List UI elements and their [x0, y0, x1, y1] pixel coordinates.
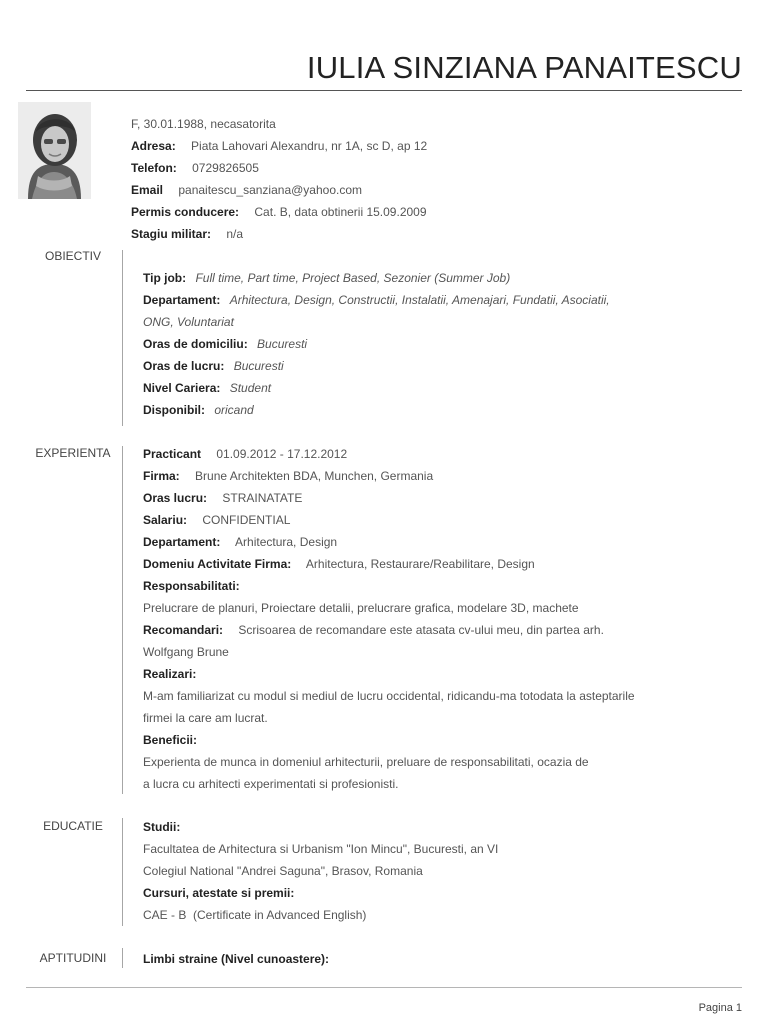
license-row [131, 204, 427, 220]
address-row [131, 138, 427, 154]
phone-value: 0729826505 [192, 161, 259, 175]
title-divider [26, 90, 742, 91]
email-row [131, 182, 362, 198]
available-row: Disponibil: oricand [143, 403, 254, 417]
section-label-educatie: EDUCATIE [43, 819, 103, 833]
recommendations-row: Recomandari: Scrisoarea de recomandare este atasata cv-ului meu, din partea arh. [143, 623, 604, 637]
personal-summary: F, 30.01.1988, necasatorita [131, 117, 276, 131]
section-label-objectiv: OBIECTIV [44, 249, 101, 263]
military-value: n/a [226, 227, 244, 241]
section-divider-educatie [122, 818, 123, 926]
recommendations-row-2: Wolfgang Brune [143, 645, 229, 659]
profile-photo [18, 102, 91, 199]
objective-department-row-2: ONG, Voluntariat [143, 315, 234, 329]
objective-department-row: Departament: Arhitectura, Design, Constructii, Instalatii, Amenajari, Fundatii, Asociatii, [143, 293, 610, 307]
section-label-aptitudini: APTITUDINI [39, 951, 107, 965]
languages-heading: Limbi straine (Nivel cunoastere): [143, 952, 330, 966]
footer-divider [26, 987, 742, 988]
position-row: Practicant 01.09.2012 - 17.12.2012 [143, 447, 348, 461]
address-label: Adresa: [131, 139, 176, 153]
course-item-1: CAE - B (Certificate in Advanced English) [143, 908, 367, 922]
phone-row [131, 160, 259, 176]
achievements-heading: Realizari: [143, 667, 197, 681]
study-item-1: Facultatea de Arhitectura si Urbanism "Ion Mincu", Bucuresti, an VI [143, 842, 499, 856]
studies-heading: Studii: [143, 820, 181, 834]
salary-row: Salariu: CONFIDENTIAL [143, 513, 291, 527]
courses-heading: Cursuri, atestate si premii: [143, 886, 295, 900]
job-type-row: Tip job: Full time, Part time, Project Based, Sezonier (Summer Job) [143, 271, 511, 285]
company-domain-row: Domeniu Activitate Firma: Arhitectura, Restaurare/Reabilitare, Design [143, 557, 535, 571]
page-title: IULIA SINZIANA PANAITESCU [306, 50, 742, 85]
benefits-text-2: a lucra cu arhitecti experimentati si profesionisti. [143, 777, 399, 791]
work-city-exp-row: Oras lucru: STRAINATATE [143, 491, 303, 505]
section-divider-aptitudini [122, 948, 123, 968]
benefits-text-1: Experienta de munca in domeniul arhitecturii, preluare de responsabilitati, ocazia de [143, 755, 589, 769]
experience-department-row: Departament: Arhitectura, Design [143, 535, 338, 549]
email-label: Email [131, 183, 164, 197]
company-row: Firma: Brune Architekten BDA, Munchen, Germania [143, 469, 434, 483]
achievements-text-1: M-am familiarizat cu modul si mediul de lucru occidental, ridicandu-ma totodata la asteptarile [143, 689, 635, 703]
address-value: Piata Lahovari Alexandru, nr 1A, sc D, ap 12 [191, 139, 428, 153]
benefits-heading: Beneficii: [143, 733, 198, 747]
profile-photo-image [18, 102, 91, 199]
work-city-row: Oras de lucru: Bucuresti [143, 359, 284, 373]
responsibilities-heading: Responsabilitati: [143, 579, 240, 593]
section-label-experienta: EXPERIENTA [35, 446, 111, 460]
home-city-row: Oras de domiciliu: Bucuresti [143, 337, 308, 351]
page-number: Pagina 1 [698, 1002, 742, 1014]
achievements-text-2: firmei la care am lucrat. [143, 711, 268, 725]
email-value[interactable]: panaitescu_sanziana@yahoo.com [178, 183, 362, 197]
study-item-2: Colegiul National "Andrei Saguna", Brasov, Romania [143, 864, 423, 878]
phone-label: Telefon: [131, 161, 177, 175]
section-divider-experienta [122, 446, 123, 794]
military-row [131, 226, 243, 242]
license-value: Cat. B, data obtinerii 15.09.2009 [254, 205, 427, 219]
license-label: Permis conducere: [131, 205, 240, 219]
career-level-row: Nivel Cariera: Student [143, 381, 272, 395]
section-divider-objectiv [122, 250, 123, 426]
responsibilities-text: Prelucrare de planuri, Proiectare detalii, prelucrare grafica, modelare 3D, machete [143, 601, 579, 615]
military-label: Stagiu militar: [131, 227, 212, 241]
